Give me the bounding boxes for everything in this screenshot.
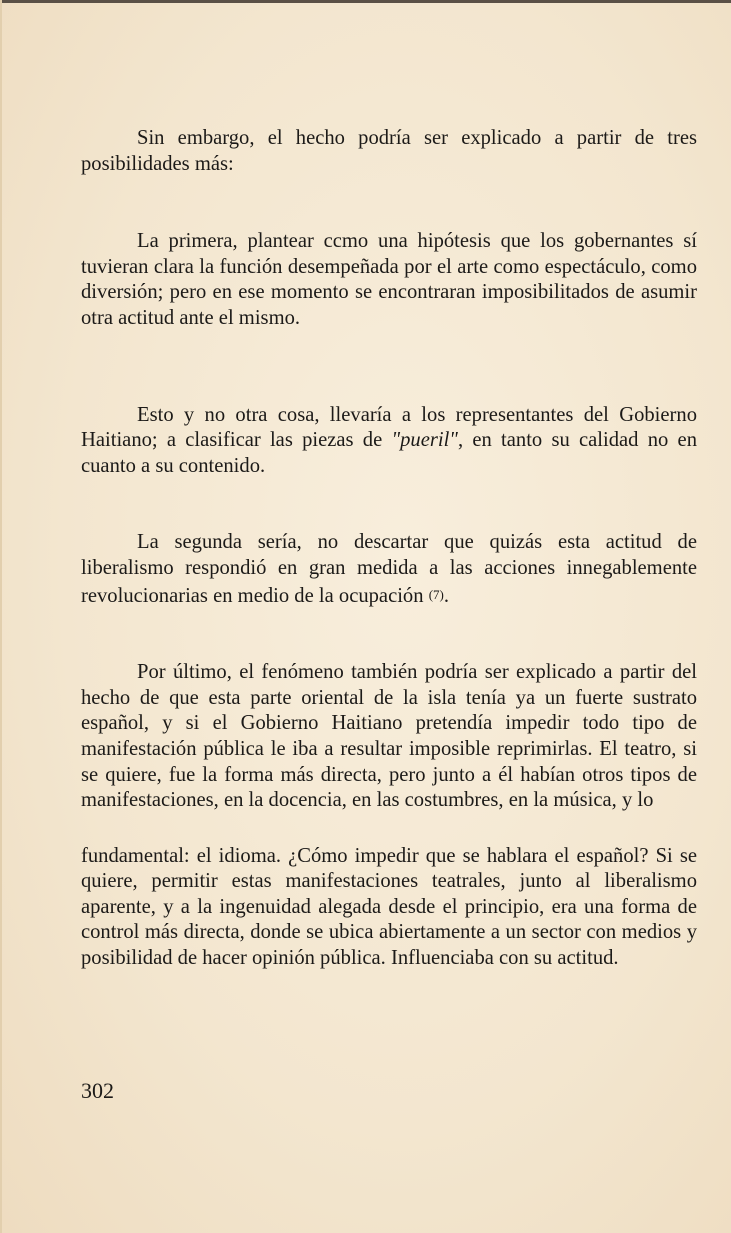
paragraph-4 [81, 530, 697, 609]
paragraph-2: La primera, plantear ccmo una hipótesis que los gobernantes sí tuvieran clara la función desempeñada por el arte como espectáculo, como diversión; pero en ese momento se encontraran imposibilitados de asumir otra actitud ante el mismo. [81, 230, 697, 329]
paragraph-4-end: . [443, 584, 450, 607]
page-top-edge [2, 0, 731, 3]
paragraph-5: Por último, el fenómeno también podría ser explicado a partir del hecho de que esta parte oriental de la isla tenía ya un fuerte sustrato español, y si el Gobierno Haitiano pretendía impedir todo tipo de manifestación pública le iba a resultar imposible reprimirlas. El teatro, si se quiere, fue la forma más directa, pero junto a él habían otros tipos de manifestaciones, en la docencia, en las costumbres, en la música, y lo [81, 661, 697, 812]
paragraph-4-text: La segunda sería, no descartar que quizás esta actitud de liberalismo respondió en gran medida a las acciones innegablemente revolucionarias en medio de la ocupación [81, 531, 697, 607]
paragraph-3-text: Esto y no otra cosa, llevaría a los representantes del Gobierno Haitiano; a clasificar las piezas de [81, 403, 697, 452]
paragraph-1: Sin embargo, el hecho podría ser explicado a partir de tres posibilidades más: [81, 127, 697, 175]
body-text [81, 126, 697, 972]
paragraph-3 [81, 403, 697, 480]
paragraph-3-end: , en tanto su calidad no en cuanto a su contenido. [81, 429, 697, 477]
footnote-reference: (7) [428, 586, 444, 602]
page-number: 302 [81, 1078, 114, 1103]
paragraph-5-continuation: fundamental: el idioma. ¿Cómo impedir que se hablara el español? Si se quiere, permitir estas manifestaciones teatrales, junto al liberalismo aparente, y a la ingenuidad alegada desde el principio, era una forma de control más directa, donde se ubica abiertamente a un sector con medios y posibilidad de hacer opinión pública. Influenciaba con su actitud. [81, 844, 697, 970]
paragraph-3-italic: "pueril" [391, 429, 458, 452]
